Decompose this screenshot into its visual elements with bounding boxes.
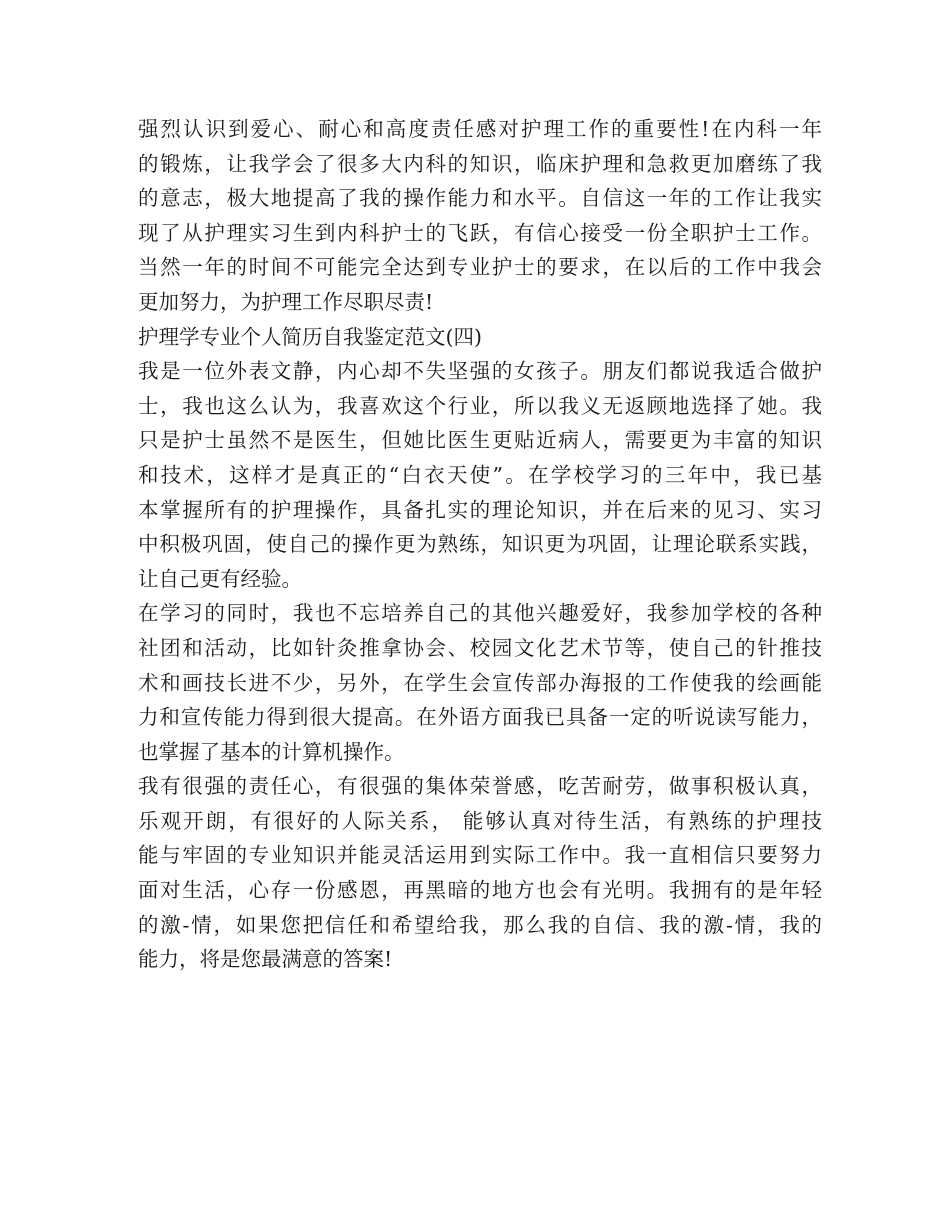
text-line: 术和画技长进不少，另外，在学生会宣传部办海报的工作使我的绘画能 [138,670,822,695]
intro-paragraph [138,112,822,320]
self-description-paragraph [138,354,822,596]
document-body [138,112,822,977]
text-line: 社团和活动，比如针灸推拿协会、校园文化艺术节等，使自己的针推技 [138,635,822,660]
text-line: 让自己更有经验。 [138,566,302,591]
text-line: 的意志，极大地提高了我的操作能力和水平。自信这一年的工作让我实 [138,186,822,211]
text-line: 强烈认识到爱心、耐心和高度责任感对护理工作的重要性!在内科一年 [138,117,822,141]
text-line: 能力，将是您最满意的答案! [138,947,393,972]
heading-text: 护理学专业个人简历自我鉴定范文(四) [138,324,482,349]
text-line: 中积极巩固，使自己的操作更为熟练，知识更为巩固，让理论联系实践， [138,532,822,557]
text-line: 和技术，这样才是真正的“白衣天使”。在学校学习的三年中，我已基 [138,462,822,487]
character-paragraph [138,769,822,977]
text-line: 当然一年的时间不可能完全达到专业护士的要求，在以后的工作中我会 [138,255,822,280]
text-line: 只是护士虽然不是医生，但她比医生更贴近病人，需要更为丰富的知识 [138,428,822,453]
text-line: 我是一位外表文静，内心却不失坚强的女孩子。朋友们都说我适合做护 [138,359,822,384]
text-line: 面对生活，心存一份感恩，再黑暗的地方也会有光明。我拥有的是年轻 [138,878,822,903]
text-line: 士，我也这么认为，我喜欢这个行业，所以我义无返顾地选择了她。我 [138,393,822,418]
text-line: 的激-情，如果您把信任和希望给我，那么我的自信、我的激-情，我的 [138,912,822,937]
section-heading [138,320,822,355]
text-line: 现了从护理实习生到内科护士的飞跃，有信心接受一份全职护士工作。 [138,220,822,245]
text-line: 更加努力，为护理工作尽职尽责! [138,289,434,314]
text-line: 也掌握了基本的计算机操作。 [138,739,405,764]
text-line: 在学习的同时，我也不忘培养自己的其他兴趣爱好，我参加学校的各种 [138,601,822,626]
text-line: 本掌握所有的护理操作，具备扎实的理论知识，并在后来的见习、实习 [138,497,822,522]
text-line: 我有很强的责任心，有很强的集体荣誉感，吃苦耐劳，做事积极认真， [138,774,822,799]
text-line: 乐观开朗，有很好的人际关系， 能够认真对待生活，有熟练的护理技 [138,808,822,833]
text-line: 力和宣传能力得到很大提高。在外语方面我已具备一定的听说读写能力， [138,705,822,730]
hobbies-paragraph [138,596,822,769]
text-line: 能与牢固的专业知识并能灵活运用到实际工作中。我一直相信只要努力 [138,843,822,868]
text-line: 的锻炼，让我学会了很多大内科的知识，临床护理和急救更加磨练了我 [138,151,822,176]
